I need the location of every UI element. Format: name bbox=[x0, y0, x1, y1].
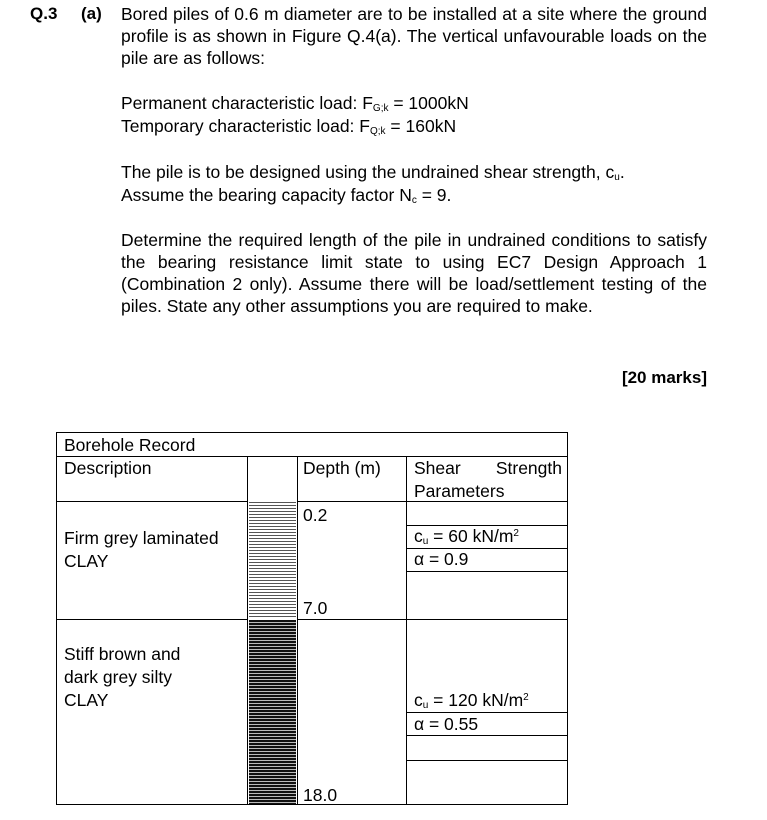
layer1-cu bbox=[414, 525, 519, 548]
layer2-cu-symbol: c bbox=[414, 690, 423, 710]
layer-boundary-line bbox=[56, 619, 247, 620]
shear-box-line bbox=[406, 619, 567, 620]
layer1-cu-symbol: c bbox=[414, 526, 423, 546]
header-depth: Depth (m) bbox=[303, 458, 381, 478]
header-shear-strength: Shear Strength Parameters bbox=[414, 458, 562, 501]
depth-bottom: 18.0 bbox=[303, 785, 338, 805]
header-description: Description bbox=[64, 458, 152, 478]
marks-label: [20 marks] bbox=[621, 368, 707, 387]
table-border-top bbox=[56, 432, 568, 433]
strength-line-1-text: The pile is to be designed using the undrained shear strength, c bbox=[121, 162, 615, 182]
depth-top-layer2: 7.0 bbox=[303, 598, 328, 618]
layer2-cu bbox=[414, 689, 529, 712]
table-header-separator-desc bbox=[56, 501, 247, 502]
shear-box-line bbox=[406, 760, 567, 761]
question-task: Determine the required length of the pile in undrained conditions to satisfy the bearing resistance limit state to using EC7 Design Approach 1 (Combination 2 only). Assume there will be load/settlement testing of the piles. State any other assumptions you are required to make. bbox=[121, 230, 707, 316]
layer1-cu-superscript: 2 bbox=[513, 528, 519, 539]
load-permanent-value: = 1000kN bbox=[388, 93, 469, 113]
load-temporary-subscript: Q;k bbox=[369, 126, 386, 137]
layer2-description: Stiff brown and dark grey silty CLAY bbox=[64, 644, 181, 710]
strength-line-2-subscript: c bbox=[411, 195, 417, 206]
layer2-cu-value: = 120 kN/m bbox=[428, 690, 524, 710]
strength-line-2-end: = 9. bbox=[416, 185, 452, 205]
strength-line-1-end: . bbox=[619, 162, 625, 182]
layer2-alpha: α = 0.55 bbox=[414, 714, 479, 734]
question-intro: Bored piles of 0.6 m diameter are to be installed at a site where the ground profile is as shown in Figure Q.4(a). The vertical unfavourable loads on the pile are as follows: bbox=[121, 4, 707, 68]
depth-top-layer1: 0.2 bbox=[303, 505, 328, 525]
table-border-right bbox=[567, 432, 568, 805]
load-temporary-value: = 160kN bbox=[385, 116, 457, 136]
question-number: Q.3 bbox=[30, 4, 58, 23]
clay-hatch-dark bbox=[249, 620, 296, 804]
load-temporary bbox=[121, 115, 707, 137]
layer1-description: Firm grey laminated CLAY bbox=[64, 528, 219, 571]
layer2-cu-superscript: 2 bbox=[523, 692, 529, 703]
layer2-cu-subscript: u bbox=[422, 700, 429, 711]
strength-line-1-subscript: u bbox=[614, 172, 620, 183]
layer1-cu-subscript: u bbox=[422, 536, 429, 547]
load-permanent-label: Permanent characteristic load: F bbox=[121, 93, 373, 113]
shear-box-line bbox=[406, 571, 567, 572]
borehole-title: Borehole Record bbox=[64, 435, 196, 455]
column-divider-hatch bbox=[297, 456, 298, 805]
load-temporary-label: Temporary characteristic load: F bbox=[121, 116, 370, 136]
load-permanent-subscript: G;k bbox=[372, 103, 389, 114]
strength-line-1 bbox=[121, 161, 707, 183]
load-permanent bbox=[121, 92, 707, 114]
column-divider-desc bbox=[247, 456, 248, 805]
strength-line-2 bbox=[121, 184, 707, 206]
strength-line-2-text: Assume the bearing capacity factor N bbox=[121, 185, 412, 205]
layer1-alpha: α = 0.9 bbox=[414, 549, 469, 569]
table-border-left bbox=[56, 432, 57, 805]
column-divider-depth bbox=[406, 456, 407, 805]
question-part: (a) bbox=[81, 4, 102, 23]
layer1-cu-value: = 60 kN/m bbox=[428, 526, 514, 546]
clay-hatch-light bbox=[249, 502, 296, 619]
